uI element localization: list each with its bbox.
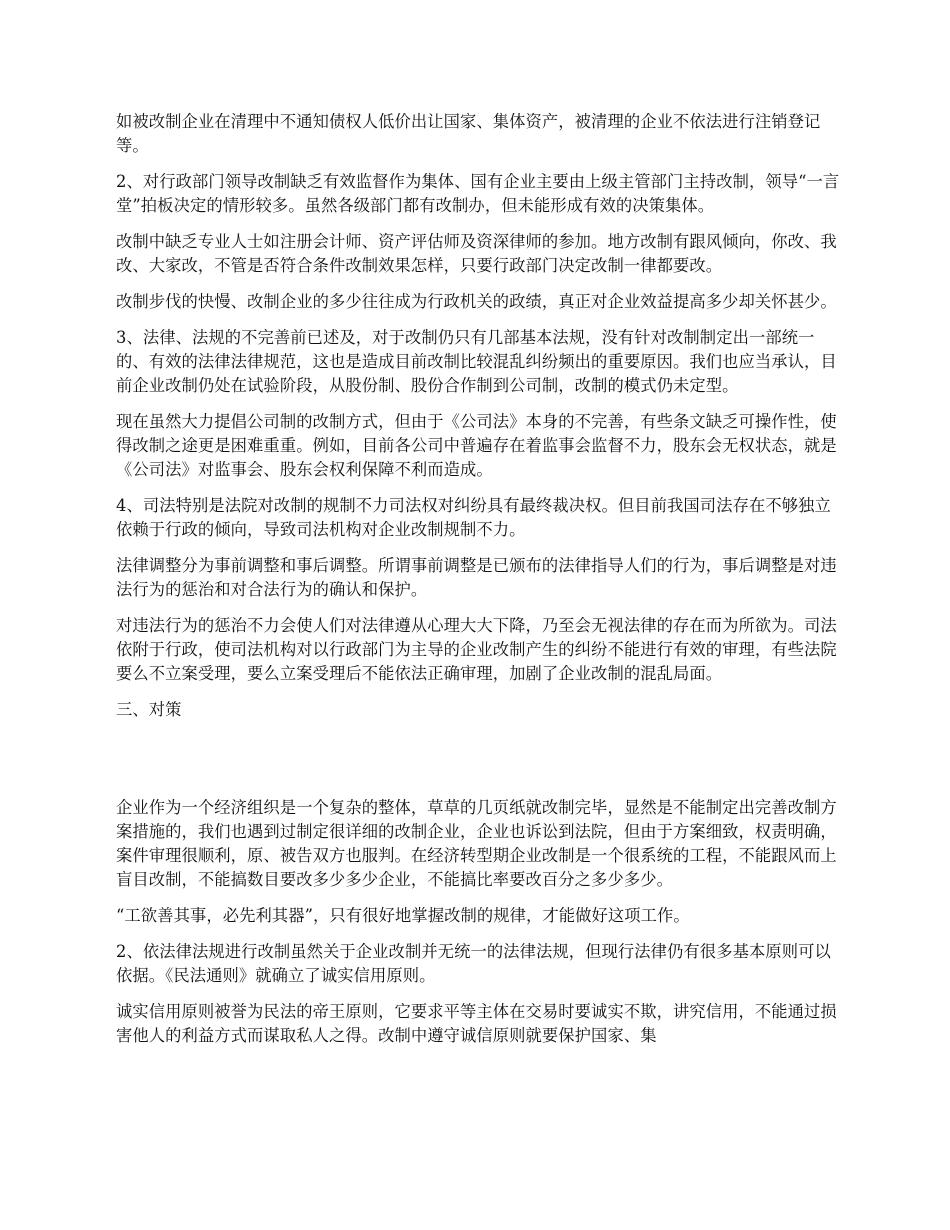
paragraph: 法律调整分为事前调整和事后调整。所谓事前调整是已颁布的法律指导人们的行为，事后调整是对违法行为的惩治和对合法行为的确认和保护。 [116,556,837,599]
section-spacer [116,734,840,796]
section-heading: 三、对策 [116,700,182,719]
paragraph: 2、依法律法规进行改制虽然关于企业改制并无统一的法律法规，但现行法律仍有很多基本原则可以依据。《民法通则》就确立了诚实信用原则。 [116,942,831,985]
paragraph: 4、司法特别是法院对改制的规制不力司法权对纠纷具有最终裁决权。但目前我国司法存在不够独立依赖于行政的倾向，导致司法机构对企业改制规制不力。 [116,496,831,539]
paragraph: 企业作为一个经济组织是一个复杂的整体，草草的几页纸就改制完毕，显然是不能制定出完善改制方案措施的，我们也遇到过制定很详细的改制企业，企业也诉讼到法院，但由于方案细致，权责明确，案件审理很顺利，原、被告双方也服判。在经济转型期企业改制是一个很系统的工程，不能跟风而上盲目改制，不能搞数目要改多少多少企业，不能搞比率要改百分之多少多少。 [116,798,837,889]
paragraph: 改制步伐的快慢、改制企业的多少往往成为行政机关的政绩，真正对企业效益提高多少却关怀甚少。 [116,292,837,311]
paragraph: 改制中缺乏专业人士如注册会计师、资产评估师及资深律师的参加。地方改制有跟风倾向，你改、我改、大家改，不管是否符合条件改制效果怎样，只要行政部门决定改制一律都要改。 [116,232,837,275]
paragraph: 对违法行为的惩治不力会使人们对法律遵从心理大大下降，乃至会无视法律的存在而为所欲为。司法依附于行政，使司法机构对以行政部门为主导的企业改制产生的纠纷不能进行有效的审理，有些法院要么不立案受理，要么立案受理后不能依法正确审理，加剧了企业改制的混乱局面。 [116,616,837,683]
paragraph: 3、法律、法规的不完善前已述及，对于改制仍只有几部基本法规，没有针对改制制定出一部统一的、有效的法律法律规范，这也是造成目前改制比较混乱纠纷频出的重要原因。我们也应当承认，目前企业改制仍处在试验阶段，从股份制、股份合作制到公司制，改制的模式仍未定型。 [116,328,837,395]
paragraph: 如被改制企业在清理中不通知债权人低价出让国家、集体资产，被清理的企业不依法进行注销登记等。 [116,112,821,155]
document-page [116,110,840,1060]
paragraph: 2、对行政部门领导改制缺乏有效监督作为集体、国有企业主要由上级主管部门主持改制，领导“一言堂”拍板决定的情形较多。虽然各级部门都有改制办，但未能形成有效的决策集体。 [116,172,840,215]
paragraph: 现在虽然大力提倡公司制的改制方式，但由于《公司法》本身的不完善，有些条文缺乏可操作性，使得改制之途更是困难重重。例如，目前各公司中普遍存在着监事会监督不力，股东会无权状态，就是《公司法》对监事会、股东会权利保障不利而造成。 [116,412,837,479]
paragraph: “工欲善其事，必先利其器”，只有很好地掌握改制的规律，才能做好这项工作。 [116,906,690,925]
paragraph: 诚实信用原则被誉为民法的帝王原则，它要求平等主体在交易时要诚实不欺，讲究信用，不能通过损害他人的利益方式而谋取私人之得。改制中遵守诚信原则就要保护国家、集 [116,1002,837,1045]
